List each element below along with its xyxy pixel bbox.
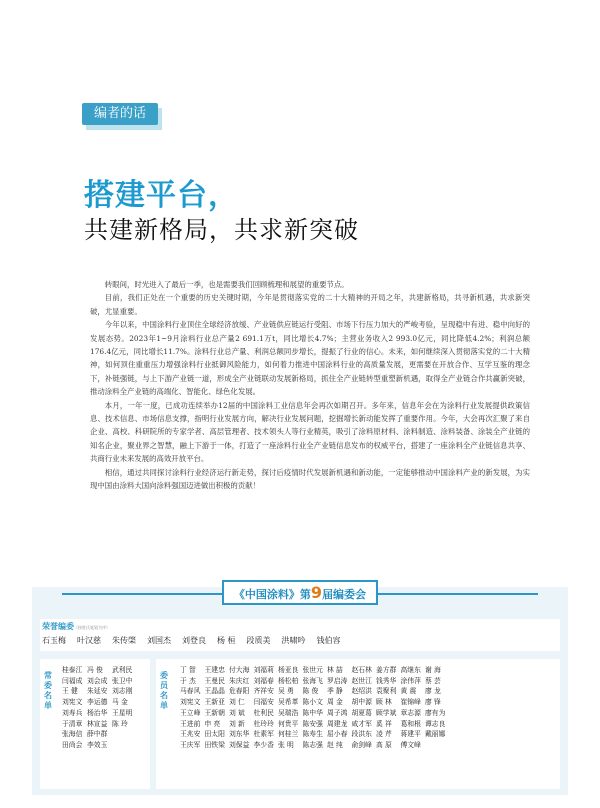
name-row [62, 729, 137, 740]
name-row [180, 665, 450, 676]
name-row [180, 697, 450, 708]
committee-name: 谭志良 [425, 719, 446, 728]
committee-name: 周子鸿 [327, 708, 348, 717]
committee-title [222, 580, 378, 605]
committee-title-suffix: 届编委会 [322, 588, 367, 601]
committee-name: 赵绍洪 [351, 687, 372, 696]
committee-name: 刘保益 [229, 740, 250, 749]
honorary-label [42, 621, 110, 632]
paragraph: 今年以来，中国涂料行业顶住全球经济放缓、产业链供应链运行受阻、市场下行压力加大的严峻考验，呈现稳中有进、稳中向好的发展态势。2023年1~9月涂料行业总产量2 691.1万t，同比增长4.7%；主营业务收入2 993.0亿元，同比降低4.2%；利润总额176.4亿元，同比增长11.7%。涂料行业总产量、利润总额同步增长，提振了行业的信心。未来，如何继续深入贯彻落实党的二十大精神，如何顶住重重压力增强涂料行业抵御风险能力，如何着力推进中国涂料行业的高质量发展，更需要在开放合作、互学互鉴的理念下，补链强链，与上下游产业链一道，形成全产业链联动发展新格局，抓住全产业链转型重塑新机遇，取得全产业链合作共赢新突破，推动涂料全产业链的高端化、智能化、绿色化发展。 [90, 320, 530, 397]
committee-name: 段洪东 [351, 730, 372, 739]
name-row [62, 676, 137, 687]
headline-line-2: 共建新格局，共求新突破 [84, 216, 359, 244]
committee-name: 于清章 [62, 719, 83, 728]
committee-name: 傅文峰 [400, 740, 421, 749]
name-row [62, 697, 137, 708]
committee-name: 高 原 [376, 740, 392, 749]
committee-name: 陈寿生 [302, 730, 323, 739]
honorary-label-text: 荣誉编委 [42, 622, 74, 631]
committee-name: 王庆军 [180, 740, 201, 749]
committee-name: 张卫中 [112, 676, 133, 685]
committee-name: 杜玲玲 [253, 719, 274, 728]
committee-name: 钱秀华 [376, 676, 397, 685]
committee-name: 廖 锋 [425, 698, 441, 707]
committee-name: 张海飞 [302, 676, 323, 685]
paragraph: 相信，通过共同探讨涂料行业经济运行新走势，探讨后疫情时代发展新机遇和新动能，一定能够推动中国涂料产业的新发展，为实现中国由涂料大国向涂料强国迈进做出积极的贡献！ [90, 467, 530, 491]
committee-name: 杨松柏 [278, 676, 299, 685]
committee-name: 王 健 [62, 687, 78, 696]
committee-name: 田铁梁 [204, 740, 225, 749]
committee-name: 王兆安 [180, 730, 201, 739]
committee-name: 林 喆 [327, 666, 343, 674]
committee-name: 吴瑞浩 [278, 708, 299, 717]
committee-name: 杨亚良 [278, 666, 299, 674]
committee-name: 葛和根 [400, 719, 421, 728]
standing-label: 常委名单 [44, 671, 52, 710]
committee-name: 刘福春 [253, 676, 274, 685]
paragraph: 本月，一年一度，已成功连续举办12届的中国涂料工业信息年会再次如期召开。多年来，信息年会在为涂料行业发展提供政策信息、技术信息、市场信息支撑，指明行业发展方向，解决行业发展问题，挖掘增长新动能发挥了重要作用。今年，大会再次汇聚了来自企业、高校、科研院所的专家学者、高层管理者、技术领头人等行业精英，吸引了涂料原材料、涂料制造、涂料装备、涂装全产业链的知名企业，聚业界之智慧，融上下游于一体，打造了一座涂料行业全产业链信息发布的权威平台，搭建了一座涂料全产业链信息共享、共商行业未来发展的高效开放平台。 [90, 400, 530, 464]
committee-name: 杜利民 [253, 708, 274, 717]
committee-name: 刘宪文 [62, 698, 83, 707]
committee-name: 张世元 [302, 666, 323, 674]
honorary-name: 刘国杰 [147, 636, 171, 645]
committee-name: 胡中源 [351, 698, 372, 707]
paragraph: 转眼间，时光进入了最后一季，也是需要我们回顾梳理和展望的重要节点。 [104, 280, 349, 289]
committee-name: 李少香 [253, 740, 274, 749]
name-row [62, 665, 137, 676]
name-row [180, 719, 450, 730]
committee-name: 奚 祥 [376, 719, 392, 728]
honorary-name: 叶汉慈 [77, 636, 101, 645]
committee-name: 马 金 [112, 698, 128, 707]
name-row [180, 686, 450, 697]
committee-name: 桂泰江 [62, 666, 83, 674]
name-row [62, 719, 137, 730]
section-tag: 编者的话 [82, 103, 158, 125]
committee-name: 刘 斌 [229, 708, 245, 717]
committee-name: 袁聚利 [376, 687, 397, 696]
name-row [62, 686, 137, 697]
name-row [180, 740, 450, 751]
committee-name: 屈小春 [327, 730, 348, 739]
committee-name: 何桂兰 [278, 730, 299, 739]
committee-name: 章志源 [400, 708, 421, 717]
committee-name: 咸才军 [351, 719, 372, 728]
committee-name: 刘宪文 [180, 698, 201, 707]
committee-name: 刘志刚 [112, 687, 133, 696]
name-row [180, 729, 450, 740]
committee-name: 申 亮 [204, 719, 221, 728]
committee-name: 张 明 [278, 740, 294, 749]
committee-name: 崔锦峰 [400, 698, 421, 707]
committee-name: 涂伟萍 [400, 676, 421, 685]
committee-name: 王曼民 [204, 676, 225, 685]
committee-name: 付大海 [229, 666, 250, 674]
committee-name: 吴 勇 [278, 687, 294, 696]
committee-name: 罗启涛 [327, 676, 348, 685]
honorary-name: 朱传棨 [112, 636, 136, 645]
members-box [156, 659, 560, 789]
committee-name: 刘寿兵 [62, 708, 83, 717]
committee-name: 姜方群 [376, 666, 397, 674]
committee-name: 谢 海 [425, 666, 441, 674]
committee-name: 吴希革 [278, 698, 299, 707]
committee-name: 杜素军 [253, 730, 274, 739]
editorial-committee-panel [32, 583, 568, 795]
committee-name: 田尚会 [62, 740, 83, 749]
committee-name: 张海信 [62, 730, 83, 739]
editorial-body [90, 278, 530, 493]
honorary-name: 钱伯容 [316, 636, 341, 645]
committee-name: 戴丽娜 [425, 730, 446, 739]
honorary-name: 石玉梅 [42, 636, 66, 645]
committee-name: 王新朝 [204, 708, 225, 717]
committee-name: 冯 俊 [87, 666, 103, 674]
committee-name: 陈 俊 [302, 687, 319, 696]
committee-name: 黄 震 [400, 687, 417, 696]
committee-name: 朱延安 [87, 687, 108, 696]
committee-header [32, 580, 568, 608]
committee-name: 齐祥安 [253, 687, 274, 696]
committee-name: 丁 智 [180, 666, 196, 674]
committee-name: 王立峰 [180, 708, 201, 717]
committee-name: 杨治华 [87, 708, 108, 717]
name-row [62, 708, 137, 719]
committee-name: 李效玉 [87, 740, 108, 749]
committee-name: 武利民 [112, 666, 133, 674]
committee-name: 马春风 [180, 687, 201, 696]
committee-name: 蒋建平 [400, 730, 421, 739]
committee-name: 陈志强 [302, 740, 323, 749]
committee-name: 季 静 [327, 687, 343, 696]
committee-name: 刘福莉 [253, 666, 274, 674]
member-names [180, 665, 450, 751]
committee-name: 廖有为 [425, 708, 446, 717]
committee-name: 危春阳 [229, 687, 250, 696]
honorary-names [42, 635, 352, 646]
name-row [62, 740, 137, 751]
committee-name: 王建忠 [204, 666, 225, 674]
committee-name: 陈小文 [302, 698, 323, 707]
committee-name: 顾学斌 [376, 708, 397, 717]
committee-name: 刘 仁 [229, 698, 245, 707]
committee-name: 俞剑峰 [351, 740, 372, 749]
committee-name: 顾 林 [376, 698, 392, 707]
members-label: 委员名单 [160, 671, 168, 710]
committee-name: 王星明 [112, 708, 133, 717]
committee-name: 胡夏葛 [351, 708, 372, 717]
committee-name: 刘 新 [229, 719, 245, 728]
committee-name: 闫福成 [62, 676, 83, 685]
honorary-name: 刘登良 [182, 636, 206, 645]
committee-name: 于 杰 [180, 676, 196, 685]
committee-name: 薛中群 [87, 730, 108, 739]
committee-name: 田太阳 [204, 730, 225, 739]
honorary-note: （按姓氏笔划为序） [74, 625, 110, 630]
committee-name: 廖 龙 [425, 687, 441, 696]
committee-name: 王新亚 [204, 698, 225, 707]
honorary-editors-box [40, 619, 560, 651]
committee-name: 陈 玲 [112, 719, 128, 728]
standing-committee-box [40, 659, 150, 789]
committee-name: 周 金 [327, 698, 343, 707]
committee-name: 凌 芹 [376, 730, 392, 739]
committee-name: 王晶晶 [204, 687, 225, 696]
committee-name: 赵 纯 [327, 740, 343, 749]
committee-name: 李运德 [87, 698, 108, 707]
committee-name: 王进前 [180, 719, 201, 728]
committee-name: 朱庆红 [229, 676, 250, 685]
committee-name: 刘东华 [229, 730, 250, 739]
name-row [180, 676, 450, 687]
committee-name: 何贵平 [278, 719, 299, 728]
honorary-name: 段质美 [246, 636, 271, 645]
committee-name: 刘会成 [87, 676, 108, 685]
committee-name: 高继东 [400, 666, 421, 674]
honorary-name: 杨 桓 [217, 636, 236, 645]
committee-name: 林宣益 [87, 719, 108, 728]
headline-line-1: 搭建平台， [84, 178, 239, 213]
committee-title-prefix: 《中国涂料》第 [233, 588, 311, 601]
committee-name: 赵石林 [351, 666, 372, 674]
committee-name: 赵世江 [351, 676, 372, 685]
paragraph: 目前，我们正处在一个重要的历史关键时期，今年是贯彻落实党的二十大精神的开局之年，共建新格局，共寻新机遇，共求新突破，尤显重要。 [90, 293, 530, 316]
committee-name: 周建龙 [327, 719, 348, 728]
committee-name: 闫福安 [253, 698, 274, 707]
committee-edition-number: 9 [310, 583, 323, 602]
committee-name: 陈中华 [302, 708, 323, 717]
standing-names [62, 665, 137, 751]
committee-name: 蔡 芸 [425, 676, 441, 685]
committee-name: 陈安强 [302, 719, 323, 728]
name-row [180, 708, 450, 719]
honorary-name: 洪啸吟 [281, 636, 306, 645]
